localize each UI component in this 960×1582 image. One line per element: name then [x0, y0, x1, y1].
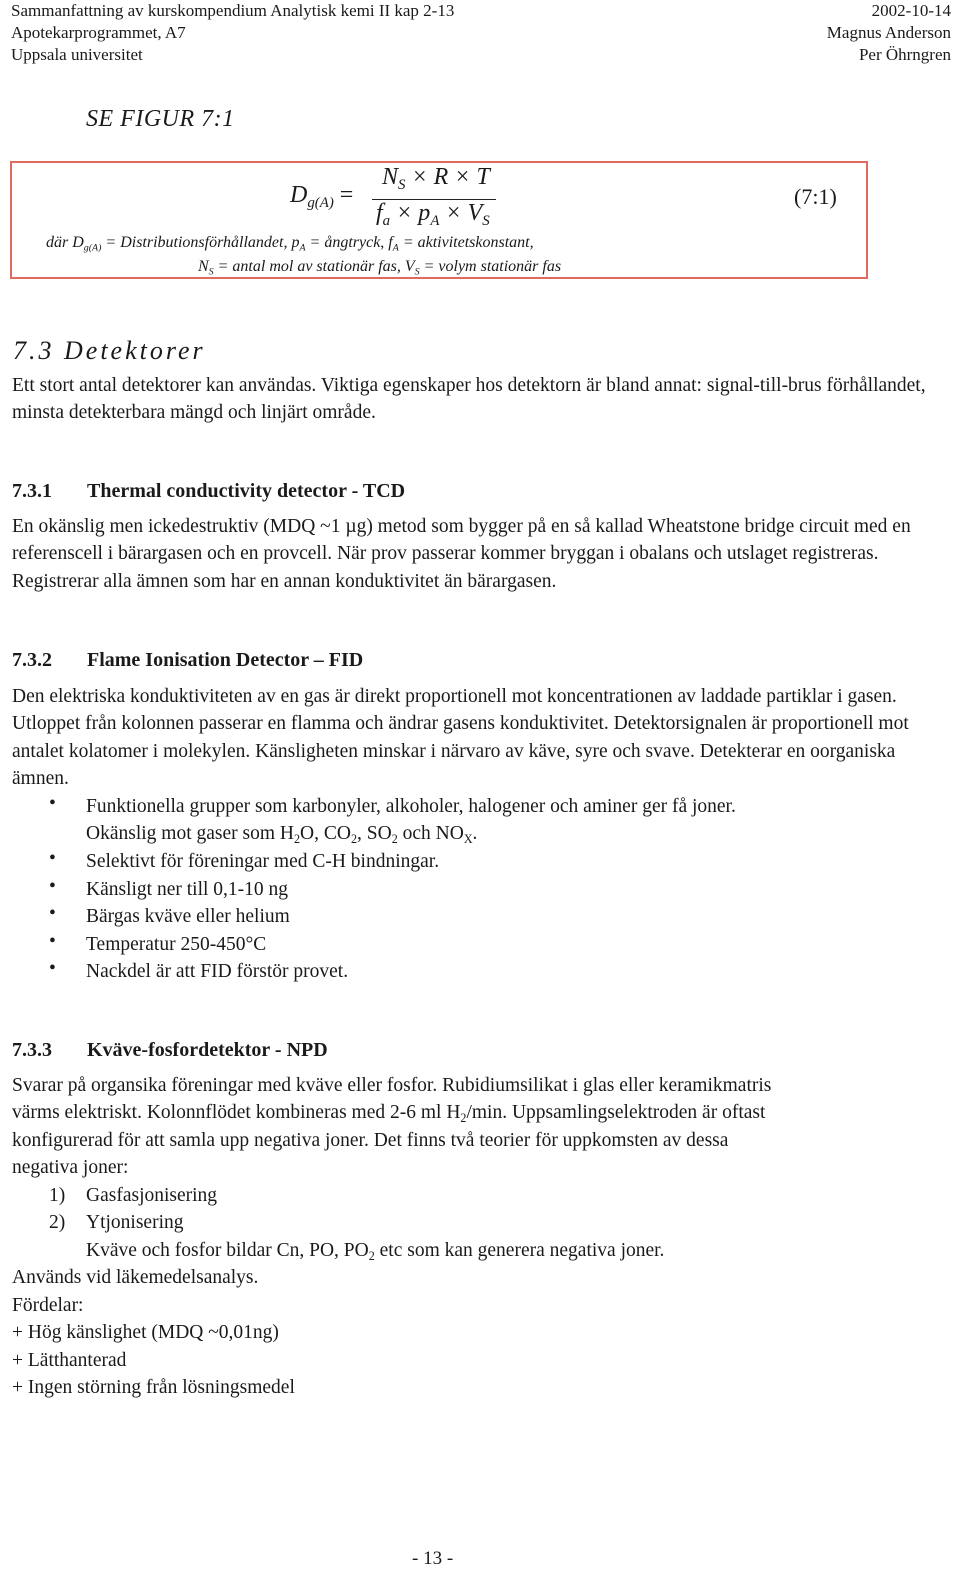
npd-line: Svarar på organsika föreningar med kväve eller fosfor. Rubidiumsilikat i glas eller keramikmatris — [12, 1075, 772, 1096]
subsection-heading-npd: 7.3.3 Kväve-fosfordetektor - NPD — [12, 1039, 328, 1061]
equation-lhs: $D_{g(A)}$ = — [290, 182, 354, 212]
list-item: Funktionella grupper som karbonyler, alkoholer, halogener och aminer ger få joner. — [86, 796, 736, 817]
page-number: - 13 - — [412, 1548, 454, 1569]
list-number: 2) — [49, 1212, 66, 1233]
list-item: Gasfasjonisering — [86, 1185, 218, 1206]
header-university: Uppsala universitet — [11, 45, 143, 64]
list-item-note: Kväve och fosfor bildar Cn, PO, $PO_2$ etc som kan generera negativa joner. — [86, 1240, 665, 1264]
tcd-body: En okänslig men ickedestruktiv (MDQ ~1 µg) metod som bygger på en så kallad Wheatstone bridge circuit med en referenscell i bärargasen och en provcell. När prov passerar kommer bryggan i obalans och utslaget registreras. Registrerar alla ämnen som har en annan konduktivitet än bärargasen. — [12, 516, 911, 592]
list-item: Nackdel är att FID förstör provet. — [86, 961, 349, 982]
npd-line: värms elektriskt. Kolonnflödet kombineras med 2-6 ml $H_2/\min$. Uppsamlingselektroden är oftast — [12, 1102, 766, 1126]
list-item: Temperatur 250-450°C — [86, 934, 267, 955]
header-author-2: Per Öhrngren — [858, 45, 951, 64]
header-program: Apotekarprogrammet, A7 — [11, 23, 186, 42]
header-author-1: Magnus Anderson — [826, 23, 951, 42]
equation-numerator: $N_S \times R \times T$ — [382, 164, 490, 194]
equation-number: (7:1) — [794, 184, 837, 209]
header-date: 2002-10-14 — [871, 1, 951, 20]
bullet-marker: • — [49, 903, 56, 924]
npd-pro: + Ingen störning från lösningsmedel — [12, 1377, 295, 1398]
equation-denominator: $f_a \times p_A \times V_S$ — [376, 200, 490, 230]
list-item: Känsligt ner till 0,1-10 ng — [86, 879, 289, 900]
npd-line: konfigurerad för att samla upp negativa joner. Det finns två teorier för uppkomsten av dessa — [12, 1130, 729, 1151]
bullet-marker: • — [49, 958, 56, 979]
section-title: 7.3 Detektorer — [13, 336, 206, 365]
list-item: Ytjonisering — [86, 1212, 184, 1233]
npd-pro: + Hög känslighet (MDQ ~0,01ng) — [12, 1322, 279, 1343]
subsection-heading-fid: 7.3.2 Flame Ionisation Detector – FID — [12, 649, 364, 671]
npd-usage: Används vid läkemedelsanalys. — [12, 1267, 259, 1288]
npd-line: negativa joner: — [12, 1157, 129, 1178]
section-intro: Ett stort antal detektorer kan användas. Viktiga egenskaper hos detektorn är bland annat: signal-till-brus förhållandet, minsta detekterbara mängd och linjärt område. — [12, 375, 926, 424]
equation-legend-line-1: där $D_{g(A)}$ = Distributionsförhållandet, $p_A$ = ångtryck, $f_A$ = aktivitetskonstant, — [46, 234, 534, 254]
subsection-heading-tcd: 7.3.1 Thermal conductivity detector - TCD — [12, 480, 406, 502]
header-course-title: Sammanfattning av kurskompendium Analytisk kemi II kap 2-13 — [11, 1, 455, 20]
fid-body: Den elektriska konduktiviteten av en gas är direkt proportionell mot koncentrationen av laddade partiklar i gasen. Utloppet från kolonnen passerar en flamma och ändrar gasens konduktivitet. Detektorsignalen är proportionell mot antalet kolatomer i molekylen. Känsligheten minskar i närvaro av käve, syre och svave. Detekterar en oorganiska ämnen. — [12, 686, 909, 790]
list-item-continuation: Okänslig mot gaser som $H_2O$, $CO_2$, $SO_2$ och $NO_X$. — [86, 823, 478, 847]
bullet-marker: • — [49, 848, 56, 869]
figure-reference: SE FIGUR 7:1 — [86, 106, 235, 132]
npd-pros-title: Fördelar: — [12, 1295, 84, 1316]
bullet-marker: • — [49, 876, 56, 897]
bullet-marker: • — [49, 793, 56, 814]
list-number: 1) — [49, 1185, 66, 1206]
list-item: Selektivt för föreningar med C-H bindningar. — [86, 851, 440, 872]
npd-pro: + Lätthanterad — [12, 1350, 127, 1371]
list-item: Bärgas kväve eller helium — [86, 906, 290, 927]
bullet-marker: • — [49, 931, 56, 952]
equation-legend-line-2: $N_S$ = antal mol av stationär fas, $V_S$ = volym stationär fas — [198, 258, 562, 278]
